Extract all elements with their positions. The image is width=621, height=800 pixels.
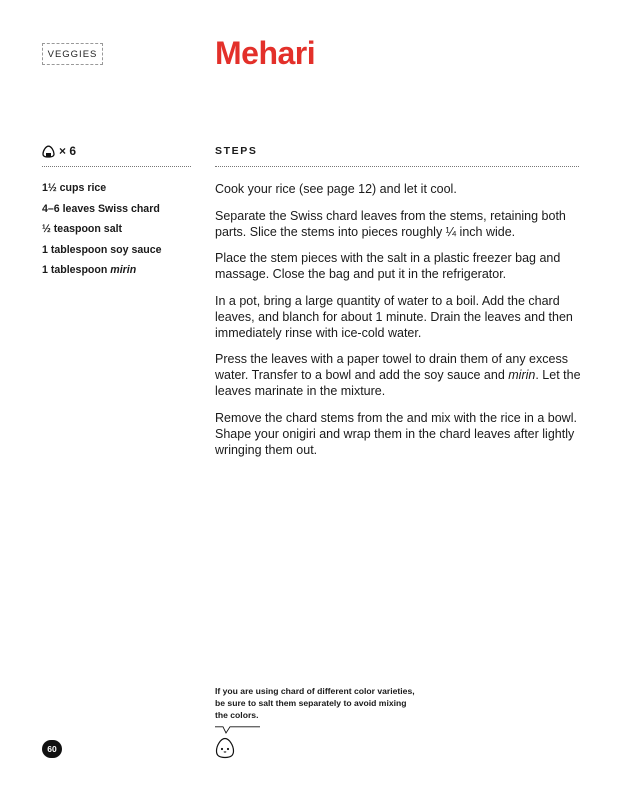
ingredient-item: ½ teaspoon salt xyxy=(42,223,123,235)
page-number: 60 xyxy=(42,740,62,758)
ingredient-item xyxy=(42,264,162,285)
step-text: Press the leaves with a paper towel to drain them of any excess water. Transfer to a bowl and add the soy sauce and xyxy=(215,352,568,382)
speech-bubble-tail xyxy=(215,726,261,736)
servings xyxy=(42,143,76,159)
steps-divider xyxy=(215,166,579,167)
recipe-title: Mehari xyxy=(215,35,316,71)
step-paragraph xyxy=(215,351,583,399)
step-paragraph: Cook your rice (see page 12) and let it cool. xyxy=(215,182,457,196)
category-tag: VEGGIES xyxy=(42,43,103,65)
step-text: . Let the leaves marinate in the mixture. xyxy=(215,368,581,398)
steps-heading: STEPS xyxy=(215,145,258,157)
step-emphasis: mirin xyxy=(508,368,536,382)
ingredient-item: 4–6 leaves Swiss chard xyxy=(42,202,160,215)
tip-text: If you are using chard of different color varieties, be sure to salt them separately to avoid mixing the colors. xyxy=(215,686,415,720)
onigiri-mascot-icon xyxy=(215,737,235,759)
onigiri-icon xyxy=(42,145,55,158)
step-paragraph: Remove the chard stems from the and mix with the rice in a bowl. Shape your onigiri and wrap them in the chard leaves after lightly wringing them out. xyxy=(215,410,577,457)
step-paragraph: In a pot, bring a large quantity of water to a boil. Add the chard leaves, and blanch for about 1 minute. Drain the leaves and then immediately rinse with ice-cold water. xyxy=(215,293,573,340)
servings-count: × 6 xyxy=(59,144,77,158)
step-paragraph: Place the stem pieces with the salt in a plastic freezer bag and massage. Close the bag and put it in the refrigerator. xyxy=(215,251,561,281)
ingredient-amount: 1 tablespoon xyxy=(42,264,111,276)
ingredient-list xyxy=(42,182,162,285)
steps-list xyxy=(215,181,583,468)
step-paragraph: Separate the Swiss chard leaves from the stems, retaining both parts. Slice the stems into pieces roughly ¼ inch wide. xyxy=(215,208,566,239)
ingredient-emphasis: mirin xyxy=(110,264,137,276)
ingredient-item: 1 tablespoon soy sauce xyxy=(42,243,162,256)
ingredients-divider xyxy=(42,166,191,167)
ingredient-item: 1½ cups rice xyxy=(42,182,107,194)
